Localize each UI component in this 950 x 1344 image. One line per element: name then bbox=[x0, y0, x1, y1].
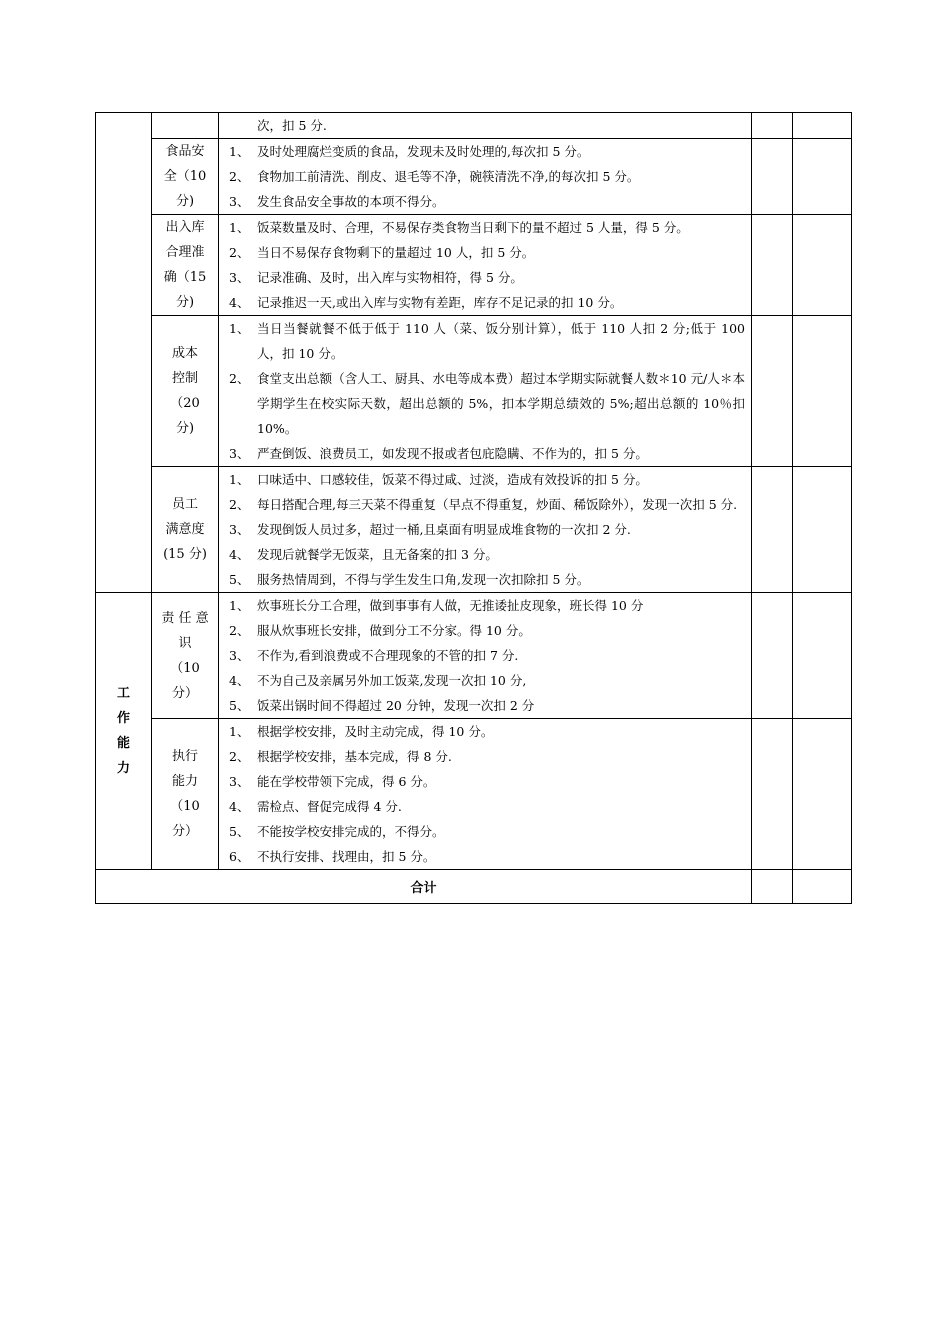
score-cell[interactable] bbox=[793, 593, 852, 719]
criteria-item bbox=[219, 467, 751, 492]
criteria-cell bbox=[219, 593, 752, 719]
table-row bbox=[96, 139, 852, 215]
criteria-number: 1、 bbox=[229, 724, 250, 739]
criteria-item bbox=[219, 618, 751, 643]
criteria-number: 1、 bbox=[229, 472, 250, 487]
subcategory-label-line: 员工 bbox=[171, 497, 198, 512]
score-cell[interactable] bbox=[752, 215, 793, 316]
criteria-number: 3、 bbox=[229, 446, 250, 461]
criteria-item bbox=[219, 189, 751, 214]
criteria-cell bbox=[219, 467, 752, 593]
subcategory-label-line: 出入库 bbox=[165, 220, 205, 235]
score-cell[interactable] bbox=[793, 139, 852, 215]
criteria-number: 4、 bbox=[229, 547, 250, 562]
table-row bbox=[96, 467, 852, 593]
category-char: 工 bbox=[116, 686, 130, 701]
criteria-number: 2、 bbox=[229, 371, 250, 386]
criteria-item bbox=[219, 744, 751, 769]
criteria-number bbox=[219, 113, 257, 138]
criteria-text: 当日当餐就餐不低于低于 110 人（菜、饭分别计算），低于 110 人扣 2 分;低于 100 人，扣 10 分。 bbox=[257, 321, 745, 361]
subcategory-label-line: 确（15 bbox=[163, 270, 207, 285]
score-cell[interactable] bbox=[752, 316, 793, 467]
criteria-text: 不执行安排、找理由，扣 5 分。 bbox=[257, 849, 436, 864]
criteria-cell bbox=[219, 113, 752, 139]
subcategory-cell bbox=[152, 139, 219, 215]
criteria-text: 食堂支出总额（含人工、厨具、水电等成本费）超过本学期实际就餐人数＊10 元/人＊本学期学生在校实际天数，超出总额的 5%，扣本学期总绩效的 5%;超出总额的 10％扣 10%。 bbox=[257, 371, 745, 436]
criteria-number: 5、 bbox=[229, 698, 250, 713]
subcategory-label-line: （10 bbox=[170, 660, 200, 676]
subcategory-label-line: 分） bbox=[171, 824, 198, 839]
criteria-item bbox=[219, 240, 751, 265]
criteria-number: 1、 bbox=[229, 598, 250, 613]
subcategory-label-line: 能力 bbox=[171, 774, 198, 789]
subcategory-label-line: 分) bbox=[175, 194, 195, 209]
criteria-number: 1、 bbox=[229, 220, 250, 235]
criteria-text: 需检点、督促完成得 4 分. bbox=[257, 799, 402, 814]
criteria-item bbox=[219, 366, 751, 441]
subcategory-cell bbox=[152, 215, 219, 316]
subcategory-label-line: (15 分) bbox=[163, 547, 207, 562]
score-cell[interactable] bbox=[752, 870, 793, 904]
criteria-item bbox=[219, 593, 751, 618]
table-row bbox=[96, 215, 852, 316]
criteria-item bbox=[219, 668, 751, 693]
score-cell[interactable] bbox=[793, 467, 852, 593]
criteria-cell bbox=[219, 316, 752, 467]
criteria-text: 不作为,看到浪费或不合理现象的不管的扣 7 分. bbox=[257, 648, 519, 663]
criteria-number: 3、 bbox=[229, 194, 250, 209]
subcategory-label-line: 责 任 意 bbox=[161, 610, 209, 626]
criteria-text: 发现后就餐学无饭菜，且无备案的扣 3 分。 bbox=[257, 547, 498, 562]
criteria-number: 4、 bbox=[229, 799, 250, 814]
criteria-number: 2、 bbox=[229, 245, 250, 260]
criteria-item bbox=[219, 542, 751, 567]
total-row bbox=[96, 870, 852, 904]
criteria-item bbox=[219, 139, 751, 164]
subcategory-cell bbox=[152, 593, 219, 719]
score-cell[interactable] bbox=[752, 719, 793, 870]
table-row bbox=[96, 719, 852, 870]
criteria-number: 2、 bbox=[229, 497, 250, 512]
criteria-number: 3、 bbox=[229, 270, 250, 285]
subcategory-label-line: 合理准 bbox=[165, 245, 205, 260]
criteria-number: 2、 bbox=[229, 749, 250, 764]
criteria-item bbox=[219, 290, 751, 315]
criteria-text: 根据学校安排，及时主动完成，得 10 分。 bbox=[257, 724, 494, 739]
category-cell bbox=[96, 593, 152, 870]
subcategory-label-line: 分) bbox=[175, 295, 195, 310]
total-label: 合计 bbox=[96, 870, 752, 904]
criteria-item bbox=[219, 164, 751, 189]
criteria-text: 口味适中、口感较佳，饭菜不得过咸、过淡，造成有效投诉的扣 5 分。 bbox=[257, 472, 648, 487]
subcategory-label-line: 分） bbox=[171, 685, 198, 701]
criteria-number: 3、 bbox=[229, 774, 250, 789]
criteria-item bbox=[219, 844, 751, 869]
subcategory-cell bbox=[152, 113, 219, 139]
subcategory-label-line: 执行 bbox=[171, 749, 198, 764]
subcategory-label-line: （10 bbox=[170, 799, 200, 814]
criteria-text: 发现倒饭人员过多，超过一桶,且桌面有明显成堆食物的一次扣 2 分. bbox=[257, 522, 631, 537]
subcategory-label-line: 食品安 bbox=[165, 144, 205, 159]
criteria-item bbox=[219, 643, 751, 668]
category-char: 作 bbox=[116, 711, 130, 726]
score-cell[interactable] bbox=[793, 719, 852, 870]
table-row bbox=[96, 113, 852, 139]
criteria-item bbox=[219, 215, 751, 240]
criteria-text: 饭菜出锅时间不得超过 20 分钟，发现一次扣 2 分 bbox=[257, 698, 535, 713]
criteria-number: 1、 bbox=[229, 321, 250, 336]
criteria-number: 1、 bbox=[229, 144, 250, 159]
criteria-item bbox=[219, 316, 751, 366]
criteria-text: 服务热情周到，不得与学生发生口角,发现一次扣除扣 5 分。 bbox=[257, 572, 590, 587]
subcategory-label-line: （20 bbox=[170, 396, 200, 411]
criteria-number: 3、 bbox=[229, 522, 250, 537]
criteria-text: 当日不易保存食物剩下的量超过 10 人，扣 5 分。 bbox=[257, 245, 535, 260]
subcategory-label-line: 成本 bbox=[171, 346, 198, 361]
criteria-text: 次，扣 5 分. bbox=[257, 118, 327, 133]
criteria-item bbox=[219, 794, 751, 819]
subcategory-label-line: 控制 bbox=[171, 371, 198, 386]
criteria-cell bbox=[219, 215, 752, 316]
category-char: 力 bbox=[116, 761, 130, 776]
criteria-text: 每日搭配合理,每三天菜不得重复（早点不得重复，炒面、稀饭除外），发现一次扣 5 分. bbox=[257, 497, 738, 512]
criteria-number: 6、 bbox=[229, 849, 250, 864]
criteria-number: 5、 bbox=[229, 824, 250, 839]
criteria-number: 4、 bbox=[229, 295, 250, 310]
criteria-text: 记录推迟一天,或出入库与实物有差距，库存不足记录的扣 10 分。 bbox=[257, 295, 623, 310]
criteria-text: 不为自己及亲属另外加工饭菜,发现一次扣 10 分, bbox=[257, 673, 527, 688]
criteria-text: 及时处理腐烂变质的食品，发现未及时处理的,每次扣 5 分。 bbox=[257, 144, 590, 159]
criteria-item bbox=[219, 441, 751, 466]
criteria-item bbox=[219, 492, 751, 517]
table-row bbox=[96, 593, 852, 719]
score-cell[interactable] bbox=[752, 467, 793, 593]
score-cell[interactable] bbox=[752, 113, 793, 139]
score-cell[interactable] bbox=[752, 593, 793, 719]
subcategory-cell bbox=[152, 316, 219, 467]
criteria-item bbox=[219, 693, 751, 718]
score-cell[interactable] bbox=[793, 113, 852, 139]
subcategory-label-line: 分) bbox=[175, 421, 195, 436]
score-cell[interactable] bbox=[752, 139, 793, 215]
criteria-item bbox=[219, 819, 751, 844]
criteria-number: 3、 bbox=[229, 648, 250, 663]
criteria-number: 2、 bbox=[229, 623, 250, 638]
criteria-cell bbox=[219, 139, 752, 215]
criteria-item bbox=[219, 113, 751, 138]
subcategory-label-line: 识 bbox=[178, 635, 192, 651]
subcategory-label-line: 满意度 bbox=[165, 522, 205, 537]
criteria-item bbox=[219, 517, 751, 542]
criteria-text: 服从炊事班长安排，做到分工不分家。得 10 分。 bbox=[257, 623, 531, 638]
table-row bbox=[96, 316, 852, 467]
subcategory-cell bbox=[152, 467, 219, 593]
criteria-text: 不能按学校安排完成的，不得分。 bbox=[257, 824, 445, 839]
criteria-number: 4、 bbox=[229, 673, 250, 688]
subcategory-label-line: 全（10 bbox=[163, 169, 207, 184]
score-cell[interactable] bbox=[793, 316, 852, 467]
criteria-number: 2、 bbox=[229, 169, 250, 184]
criteria-text: 严查倒饭、浪费员工，如发现不报或者包庇隐瞒、不作为的，扣 5 分。 bbox=[257, 446, 648, 461]
criteria-item bbox=[219, 567, 751, 592]
criteria-number: 5、 bbox=[229, 572, 250, 587]
score-cell[interactable] bbox=[793, 215, 852, 316]
criteria-text: 饭菜数量及时、合理，不易保存类食物当日剩下的量不超过 5 人量，得 5 分。 bbox=[257, 220, 689, 235]
score-cell[interactable] bbox=[793, 870, 852, 904]
criteria-text: 记录准确、及时，出入库与实物相符，得 5 分。 bbox=[257, 270, 523, 285]
evaluation-table bbox=[95, 112, 852, 904]
subcategory-cell bbox=[152, 719, 219, 870]
criteria-text: 炊事班长分工合理，做到事事有人做，无推诿扯皮现象，班长得 10 分 bbox=[257, 598, 644, 613]
criteria-cell bbox=[219, 719, 752, 870]
category-char: 能 bbox=[116, 736, 130, 751]
category-cell bbox=[96, 113, 152, 593]
criteria-item bbox=[219, 719, 751, 744]
criteria-text: 能在学校带领下完成，得 6 分。 bbox=[257, 774, 436, 789]
criteria-text: 发生食品安全事故的本项不得分。 bbox=[257, 194, 445, 209]
criteria-item bbox=[219, 769, 751, 794]
criteria-text: 食物加工前清洗、削皮、退毛等不净，碗筷清洗不净,的每次扣 5 分。 bbox=[257, 169, 640, 184]
criteria-item bbox=[219, 265, 751, 290]
criteria-text: 根据学校安排，基本完成，得 8 分. bbox=[257, 749, 452, 764]
